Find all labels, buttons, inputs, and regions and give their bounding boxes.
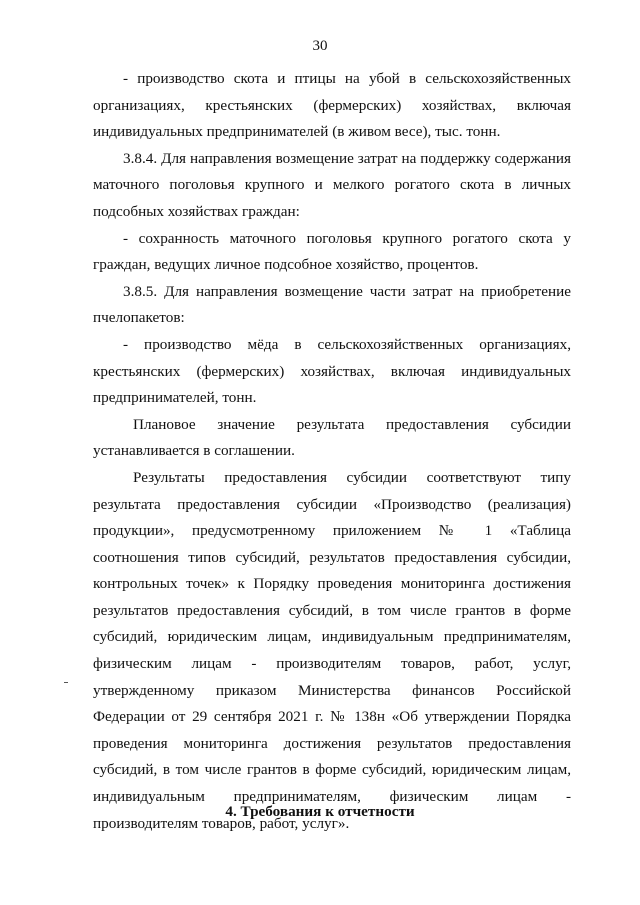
document-body	[93, 66, 571, 837]
paragraph-3-8-4: 3.8.4. Для направления возмещение затрат на поддержку содержания маточного поголовья крупного и мелкого рогатого скота в личных подсобных хозяйствах граждан:	[93, 149, 571, 220]
paragraph-3-8-5: 3.8.5. Для направления возмещение части затрат на приобретение пчелопакетов:	[93, 282, 571, 327]
section-heading: 4. Требования к отчетности	[225, 803, 415, 820]
paragraph-cattle-retention: - сохранность маточного поголовья крупного рогатого скота у граждан, ведущих личное подсобное хозяйство, процентов.	[93, 229, 571, 274]
paragraph-honey-production: - производство мёда в сельскохозяйственных организациях, крестьянских (фермерских) хозяйствах, включая индивидуальных предпринимателей, тонн.	[93, 335, 571, 407]
page-number: 30	[312, 38, 328, 54]
paragraph-subsidy-results: Результаты предоставления субсидии соответствуют типу результата предоставления субсидии «Производство (реализация) продукции», предусмотренному приложением № 1 «Таблица соотношения типов субсидий, результатов предоставления субсидии, контрольных точек» к Порядку проведения мониторинга достижения результатов предоставления субсидий, в том числе грантов в форме субсидий, юридическим лицам, индивидуальным предпринимателям, физическим лицам - производителям товаров, работ, услуг, утвержденному приказом Министерства финансов Российской Федерации от 29 сентября 2021 г. № 138н «Об утверждении Порядка проведения мониторинга достижения результатов предоставления субсидий, в том числе грантов в форме субсидий, юридическим лицам, индивидуальным предпринимателям, физическим лицам - производителям товаров, работ, услуг».	[93, 468, 571, 832]
paragraph-livestock-production: - производство скота и птицы на убой в сельскохозяйственных организациях, крестьянских (фермерских) хозяйствах, включая индивидуальных предпринимателей (в живом весе), тыс. тонн.	[93, 70, 571, 141]
margin-mark	[64, 682, 68, 683]
paragraph-planned-value: Плановое значение результата предоставления субсидии устанавливается в соглашении.	[93, 415, 571, 460]
